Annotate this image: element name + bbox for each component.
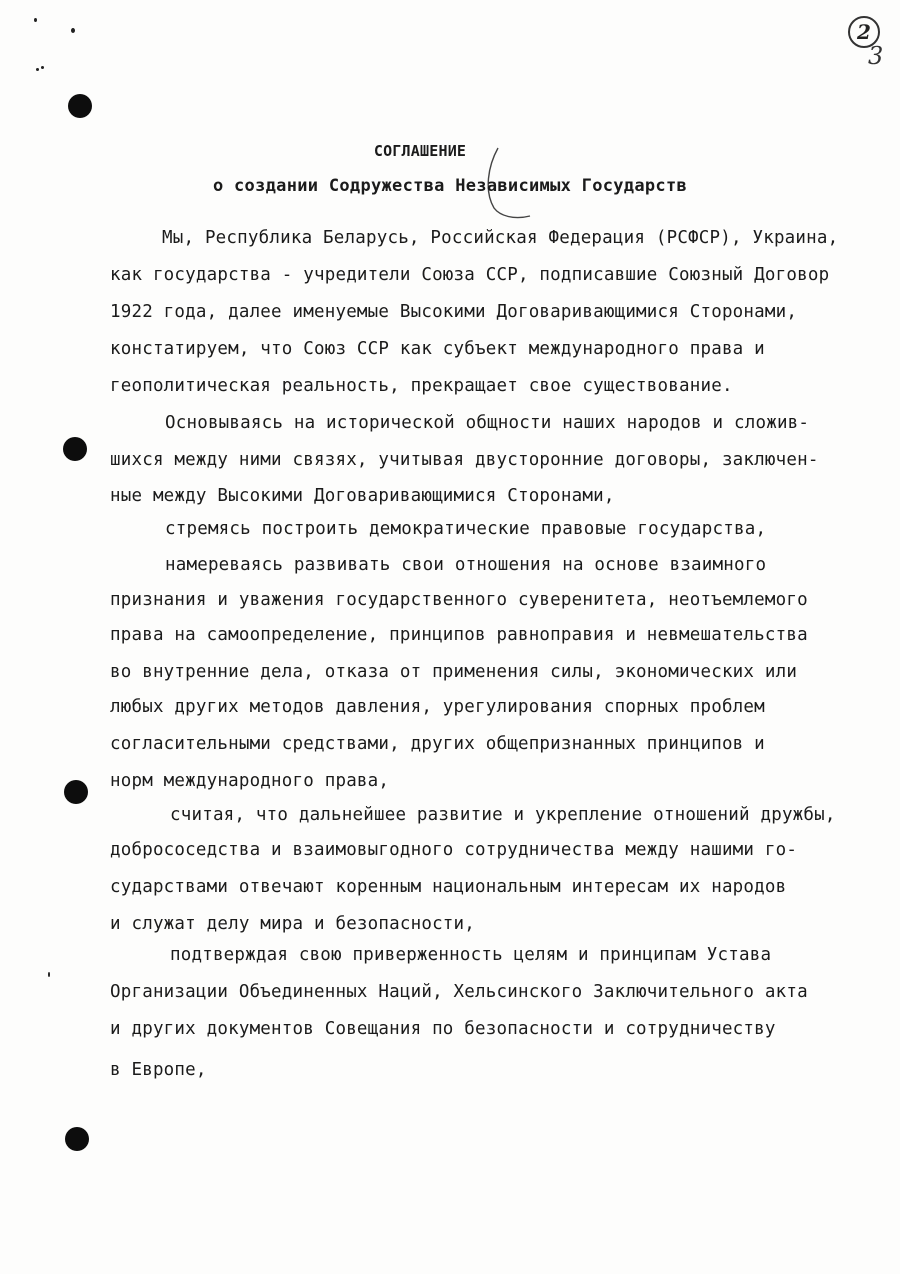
punch-hole-3 (64, 780, 88, 804)
speck (71, 28, 75, 33)
speck (41, 66, 44, 69)
body-line: Основываясь на исторической общности наших народов и сложив- (165, 413, 810, 433)
body-line: 1922 года, далее именуемые Высокими Договаривающимися Сторонами, (110, 302, 798, 322)
punch-hole-2 (63, 437, 87, 461)
body-line: в Европе, (110, 1060, 207, 1080)
body-line: добрососедства и взаимовыгодного сотрудничества между нашими го- (110, 840, 798, 860)
document-title: СОГЛАШЕНИЕ (373, 142, 467, 160)
body-line: геополитическая реальность, прекращает свое существование. (110, 376, 733, 396)
page-number: 3 (868, 42, 884, 70)
speck (34, 18, 37, 22)
body-line: сударствами отвечают коренным национальным интересам их народов (110, 877, 787, 897)
punch-hole-4 (65, 1127, 89, 1151)
body-line: Организации Объединенных Наций, Хельсинского Заключительного акта (110, 982, 808, 1002)
body-line: шихся между ними связях, учитывая двусторонние договоры, заключен- (110, 450, 819, 470)
body-line: согласительными средствами, других общепризнанных принципов и (110, 734, 765, 754)
punch-hole-1 (68, 94, 92, 118)
body-line: норм международного права, (110, 771, 390, 791)
body-line: и других документов Совещания по безопасности и сотрудничеству (110, 1019, 776, 1039)
body-line: любых других методов давления, урегулирования спорных проблем (110, 697, 765, 717)
body-line: Мы, Республика Беларусь, Российская Федерация (РСФСР), Украина, (162, 228, 839, 248)
body-line: во внутренние дела, отказа от применения силы, экономических или (110, 662, 798, 682)
body-line: ные между Высокими Договаривающимися Сторонами, (110, 486, 615, 506)
body-line: стремясь построить демократические правовые государства, (165, 519, 767, 539)
body-line: и служат делу мира и безопасности, (110, 914, 476, 934)
body-line: намереваясь развивать свои отношения на основе взаимного (165, 555, 767, 575)
body-line: как государства - учредители Союза ССР, подписавшие Союзный Договор (110, 265, 830, 285)
circled-number-stamp: 2 (848, 16, 880, 48)
speck (36, 68, 39, 71)
speck (48, 972, 50, 977)
body-line: подтверждая свою приверженность целям и принципам Устава (170, 945, 772, 965)
body-line: считая, что дальнейшее развитие и укрепление отношений дружбы, (170, 805, 836, 825)
body-line: права на самоопределение, принципов равноправия и невмешательства (110, 625, 808, 645)
document-subtitle: о создании Содружества Независимых Государств (212, 176, 688, 196)
body-line: констатируем, что Союз ССР как субъект международного права и (110, 339, 765, 359)
body-line: признания и уважения государственного суверенитета, неотъемлемого (110, 590, 808, 610)
